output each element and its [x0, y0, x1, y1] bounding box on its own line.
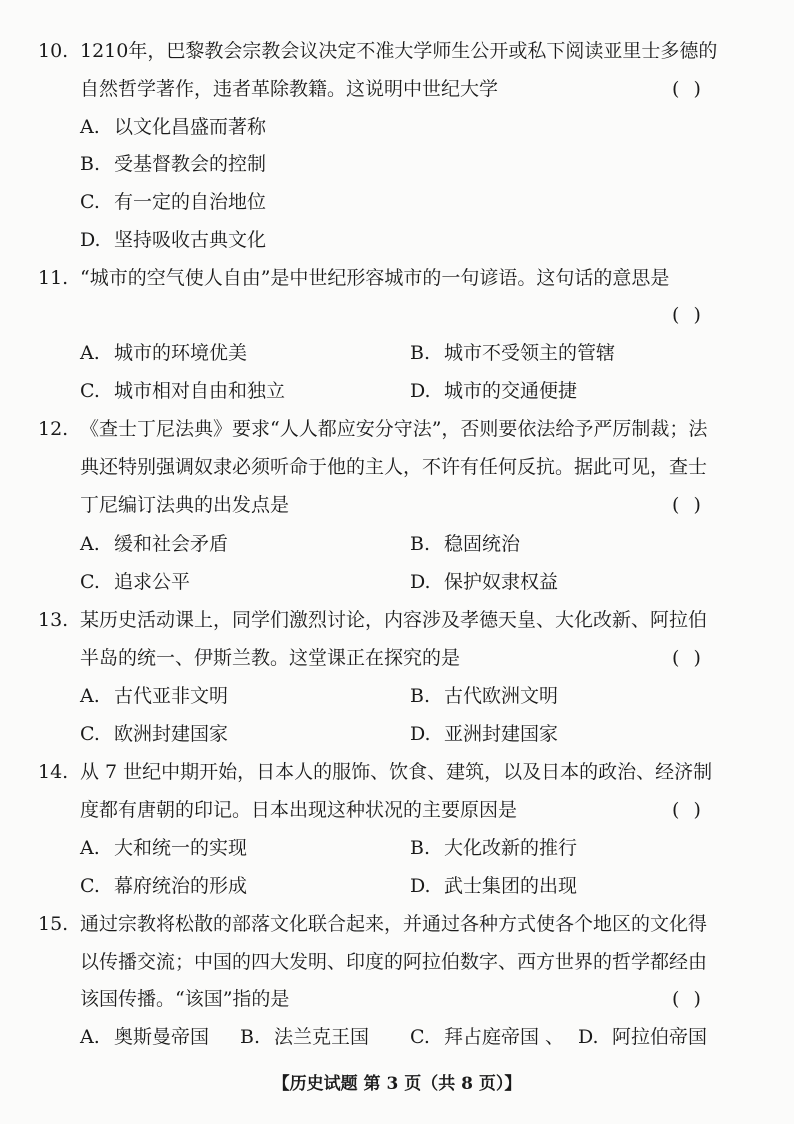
- option-text: 大化改新的推行: [444, 837, 578, 859]
- option-text: 以文化昌盛而著称: [114, 116, 267, 138]
- answer-blank: ( ): [672, 647, 705, 669]
- question-text-line: 《查士丁尼法典》要求“人人都应安分守法”，否则要依法给予严厉制裁；法: [80, 418, 708, 440]
- option-text: 奥斯曼帝国: [114, 1026, 210, 1048]
- question-number: 10.: [38, 40, 69, 62]
- question-text-line: 以传播交流；中国的四大发明、印度的阿拉伯数字、西方世界的哲学都经由: [80, 951, 708, 973]
- option-label: C.: [80, 380, 100, 402]
- option-label: D.: [410, 571, 431, 593]
- question-text-line: 从 7 世纪中期开始，日本人的服饰、饮食、建筑，以及日本的政治、经济制: [80, 761, 713, 783]
- question-number: 14.: [38, 761, 69, 783]
- answer-blank: ( ): [672, 799, 705, 821]
- option-text: 阿拉伯帝国: [612, 1026, 708, 1048]
- option-text: 追求公平: [114, 571, 191, 593]
- option-c: [410, 1026, 564, 1048]
- option-text: 大和统一的实现: [114, 837, 248, 859]
- option-label: B.: [410, 837, 431, 859]
- option-label: D.: [578, 1026, 599, 1048]
- option-a: [80, 533, 228, 555]
- option-d: [410, 380, 577, 402]
- option-a: [80, 1026, 209, 1048]
- option-text: 武士集团的出现: [444, 875, 578, 897]
- question-number: 11.: [38, 267, 69, 289]
- question-text-line: 该国传播。“该国”指的是: [80, 988, 290, 1010]
- option-label: B.: [410, 685, 431, 707]
- question-text-line: “城市的空气使人自由”是中世纪形容城市的一句谚语。这句话的意思是: [80, 267, 670, 289]
- option-text: 城市不受领主的管辖: [444, 342, 616, 364]
- option-label: A.: [80, 685, 100, 707]
- option-c: [80, 571, 190, 593]
- question-number: 12.: [38, 418, 69, 440]
- option-text: 法兰克王国: [274, 1026, 370, 1048]
- answer-blank: ( ): [672, 78, 705, 100]
- option-text: 城市的环境优美: [114, 342, 248, 364]
- option-b: [240, 1026, 369, 1048]
- option-text: 城市相对自由和独立: [114, 380, 286, 402]
- option-text: 城市的交通便捷: [444, 380, 578, 402]
- question-text-line: 1210年，巴黎教会宗教会议决定不准大学师生公开或私下阅读亚里士多德的: [80, 40, 718, 62]
- option-text: 稳固统治: [444, 533, 521, 555]
- option-label: D.: [410, 875, 431, 897]
- option-text: 拜占庭帝国 、: [444, 1026, 565, 1048]
- option-label: B.: [80, 153, 101, 175]
- option-d: [410, 723, 558, 745]
- option-label: A.: [80, 342, 100, 364]
- option-b: [410, 685, 558, 707]
- option-label: A.: [80, 1026, 100, 1048]
- option-label: C.: [410, 1026, 430, 1048]
- option-label: B.: [410, 342, 431, 364]
- option-b: [410, 342, 615, 364]
- option-d: [80, 229, 266, 251]
- option-text: 坚持吸收古典文化: [114, 229, 267, 251]
- option-label: A.: [80, 533, 100, 555]
- option-b: [410, 837, 577, 859]
- option-label: B.: [240, 1026, 261, 1048]
- option-c: [80, 875, 247, 897]
- answer-blank: ( ): [672, 988, 705, 1010]
- option-d: [578, 1026, 707, 1048]
- page-footer: 【历史试题 第 3 页（共 8 页）】: [272, 1074, 522, 1094]
- option-label: C.: [80, 191, 100, 213]
- option-text: 亚洲封建国家: [444, 723, 559, 745]
- option-a: [80, 342, 247, 364]
- option-a: [80, 837, 247, 859]
- option-label: D.: [410, 380, 431, 402]
- question-text-line: 某历史活动课上，同学们激烈讨论，内容涉及孝德天皇、大化改新、阿拉伯: [80, 609, 708, 631]
- option-text: 古代亚非文明: [114, 685, 229, 707]
- question-number: 13.: [38, 609, 69, 631]
- option-d: [410, 875, 577, 897]
- question-text-line: 典还特别强调奴隶必须听命于他的主人，不许有任何反抗。据此可见，查士: [80, 456, 708, 478]
- option-text: 受基督教会的控制: [114, 153, 267, 175]
- option-text: 有一定的自治地位: [114, 191, 267, 213]
- option-a: [80, 685, 228, 707]
- option-text: 古代欧洲文明: [444, 685, 559, 707]
- option-label: D.: [80, 229, 101, 251]
- option-label: C.: [80, 723, 100, 745]
- option-label: A.: [80, 837, 100, 859]
- question-text-line: 度都有唐朝的印记。日本出现这种状况的主要原因是: [80, 799, 518, 821]
- option-d: [410, 571, 558, 593]
- question-text-line: 自然哲学著作，违者革除教籍。这说明中世纪大学: [80, 78, 499, 100]
- option-label: C.: [80, 875, 100, 897]
- question-text-line: 通过宗教将松散的部落文化联合起来，并通过各种方式使各个地区的文化得: [80, 913, 708, 935]
- option-text: 幕府统治的形成: [114, 875, 248, 897]
- answer-blank: ( ): [672, 494, 705, 516]
- option-text: 缓和社会矛盾: [114, 533, 229, 555]
- option-c: [80, 191, 266, 213]
- option-text: 欧洲封建国家: [114, 723, 229, 745]
- question-number: 15.: [38, 913, 69, 935]
- option-label: C.: [80, 571, 100, 593]
- option-a: [80, 116, 266, 138]
- option-c: [80, 380, 285, 402]
- option-label: B.: [410, 533, 431, 555]
- option-text: 保护奴隶权益: [444, 571, 559, 593]
- question-text-line: 半岛的统一、伊斯兰教。这堂课正在探究的是: [80, 647, 461, 669]
- answer-blank: ( ): [672, 304, 705, 326]
- option-label: D.: [410, 723, 431, 745]
- question-text-line: 丁尼编订法典的出发点是: [80, 494, 290, 516]
- option-c: [80, 723, 228, 745]
- option-label: A.: [80, 116, 100, 138]
- option-b: [80, 153, 266, 175]
- option-b: [410, 533, 520, 555]
